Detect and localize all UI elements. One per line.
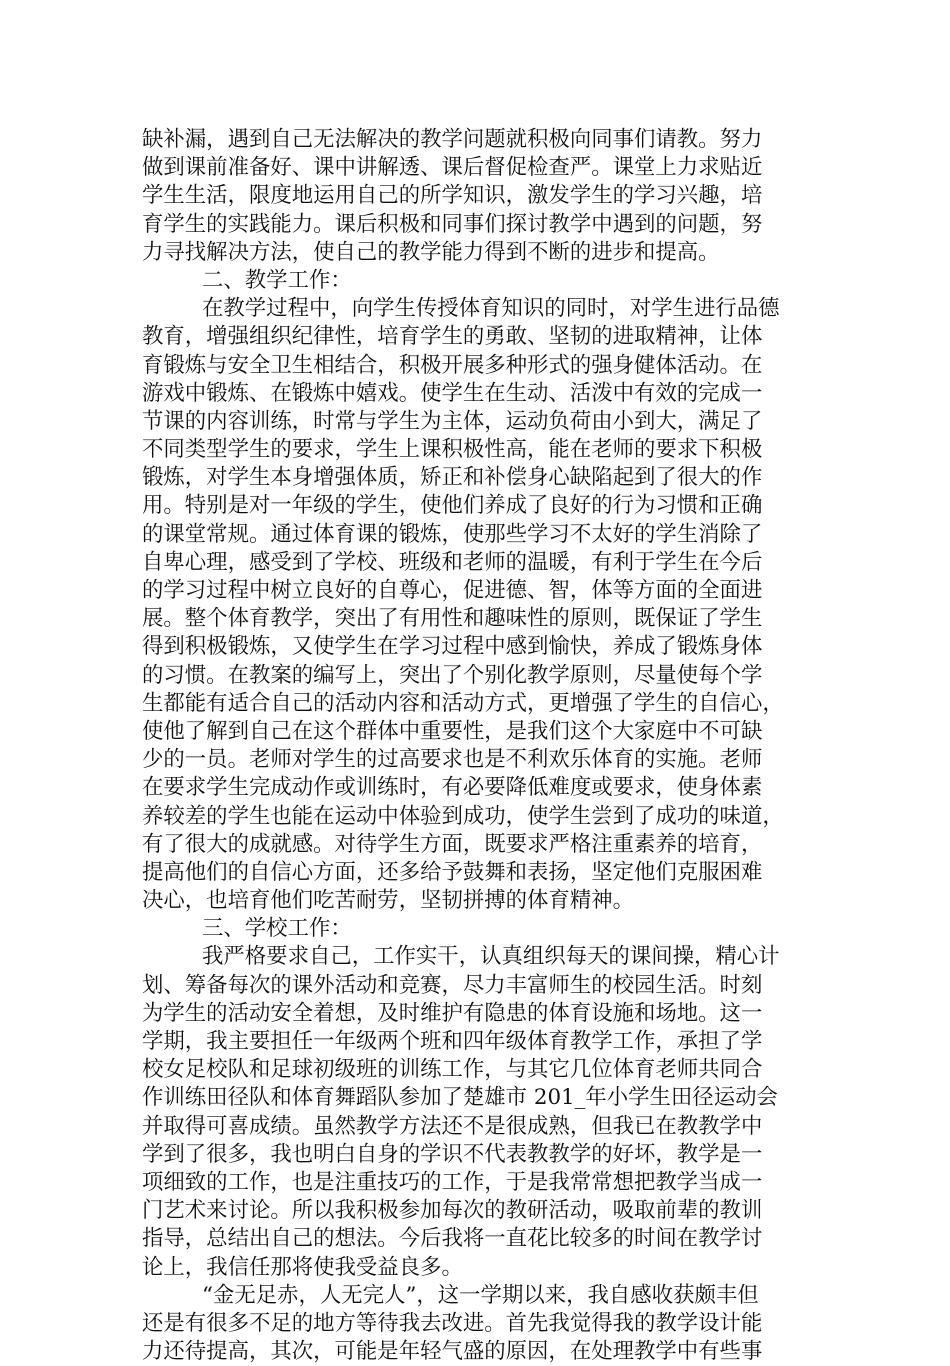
text-line: 门艺术来讨论。所以我积极参加每次的教研活动，吸取前辈的教训 bbox=[142, 1198, 763, 1224]
document-body bbox=[142, 126, 822, 1366]
text-line: 划、筹备每次的课外活动和竞赛，尽力丰富师生的校园生活。时刻 bbox=[142, 972, 763, 998]
text-line: 有了很大的成就感。对待学生方面，既要求严格注重素养的培育， bbox=[142, 831, 763, 857]
text-line: 展。整个体育教学，突出了有用性和趣味性的原则，既保证了学生 bbox=[142, 606, 763, 632]
text-line: 并取得可喜成绩。虽然教学方法还不是很成熟，但我已在教教学中 bbox=[142, 1113, 763, 1139]
text-line: 二、教学工作： bbox=[202, 267, 352, 293]
text-line: 在要求学生完成动作或训练时，有必要降低难度或要求，使身体素 bbox=[142, 775, 763, 801]
text-line: 自卑心理，感受到了学校、班级和老师的温暖，有利于学生在今后 bbox=[142, 549, 763, 575]
text-line: 论上，我信任那将使我受益良多。 bbox=[142, 1254, 463, 1280]
text-line: 不同类型学生的要求，学生上课积极性高，能在老师的要求下积极 bbox=[142, 437, 763, 463]
text-line: 力寻找解决方法，使自己的教学能力得到不断的进步和提高。 bbox=[142, 239, 720, 265]
text-line: “金无足赤，人无完人”，这一学期以来，我自感收获颇丰但 bbox=[202, 1282, 759, 1308]
text-line: 育学生的实践能力。课后积极和同事们探讨教学中遇到的问题，努 bbox=[142, 211, 763, 237]
text-line: 提高他们的自信心方面，还多给予鼓舞和表扬，坚定他们克服困难 bbox=[142, 859, 763, 885]
text-line: 锻炼，对学生本身增强体质，矫正和补偿身心缺陷起到了很大的作 bbox=[142, 465, 763, 491]
text-line: 的习惯。在教案的编写上，突出了个别化教学原则，尽量使每个学 bbox=[142, 662, 763, 688]
text-line: 三、学校工作： bbox=[202, 916, 352, 942]
text-line: 决心，也培育他们吃苦耐劳，坚韧拼搏的体育精神。 bbox=[142, 888, 634, 914]
text-line: 学生生活，限度地运用自己的所学知识，激发学生的学习兴趣，培 bbox=[142, 183, 763, 209]
text-line: 作训练田径队和体育舞蹈队参加了楚雄市 201_年小学生田径运动会 bbox=[142, 1085, 778, 1111]
text-line: 少的一员。老师对学生的过高要求也是不利欢乐体育的实施。老师 bbox=[142, 747, 763, 773]
text-line: 生都能有适合自己的活动内容和活动方式，更增强了学生的自信心， bbox=[142, 690, 784, 716]
text-line: 在教学过程中，向学生传授体育知识的同时，对学生进行品德 bbox=[202, 296, 780, 322]
text-line: 力还待提高，其次，可能是年轻气盛的原因，在处理教学中有些事 bbox=[142, 1339, 763, 1365]
text-line: 使他了解到自己在这个群体中重要性，是我们这个大家庭中不可缺 bbox=[142, 718, 763, 744]
text-line: 学到了很多，我也明白自身的学识不代表教教学的好坏，教学是一 bbox=[142, 1141, 763, 1167]
text-line: 教育，增强组织纪律性，培育学生的勇敢、坚韧的进取精神，让体 bbox=[142, 324, 763, 350]
text-line: 育锻炼与安全卫生相结合，积极开展多种形式的强身健体活动。在 bbox=[142, 352, 763, 378]
text-line: 游戏中锻炼、在锻炼中嬉戏。使学生在生动、活泼中有效的完成一 bbox=[142, 380, 763, 406]
text-line: 得到积极锻炼，又使学生在学习过程中感到愉快，养成了锻炼身体 bbox=[142, 634, 763, 660]
text-line: 学期，我主要担任一年级两个班和四年级体育教学工作，承担了学 bbox=[142, 1029, 763, 1054]
text-line: 节课的内容训练，时常与学生为主体，运动负荷由小到大，满足了 bbox=[142, 408, 763, 434]
text-line: 做到课前准备好、课中讲解透、课后督促检查严。课堂上力求贴近 bbox=[142, 155, 763, 181]
text-line: 校女足校队和足球初级班的训练工作，与其它几位体育老师共同合 bbox=[142, 1057, 763, 1083]
text-line: 为学生的活动安全着想，及时维护有隐患的体育设施和场地。这一 bbox=[142, 1000, 763, 1026]
text-line: 养较差的学生也能在运动中体验到成功，使学生尝到了成功的味道， bbox=[142, 803, 784, 829]
text-line: 缺补漏，遇到自己无法解决的教学问题就积极向同事们请教。努力 bbox=[142, 127, 763, 152]
text-line: 的学习过程中树立良好的自尊心，促进德、智，体等方面的全面进 bbox=[142, 578, 763, 603]
text-line: 项细致的工作，也是注重技巧的工作，于是我常常想把教学当成一 bbox=[142, 1169, 763, 1195]
text-line: 我严格要求自己，工作实干，认真组织每天的课间操，精心计 bbox=[202, 944, 780, 970]
text-line: 还是有很多不足的地方等待我去改进。首先我觉得我的教学设计能 bbox=[142, 1310, 763, 1336]
text-line: 指导，总结出自己的想法。今后我将一直花比较多的时间在教学讨 bbox=[142, 1226, 763, 1252]
text-line: 用。特别是对一年级的学生，使他们养成了良好的行为习惯和正确 bbox=[142, 493, 763, 519]
text-line: 的课堂常规。通过体育课的锻炼，使那些学习不太好的学生消除了 bbox=[142, 521, 763, 547]
